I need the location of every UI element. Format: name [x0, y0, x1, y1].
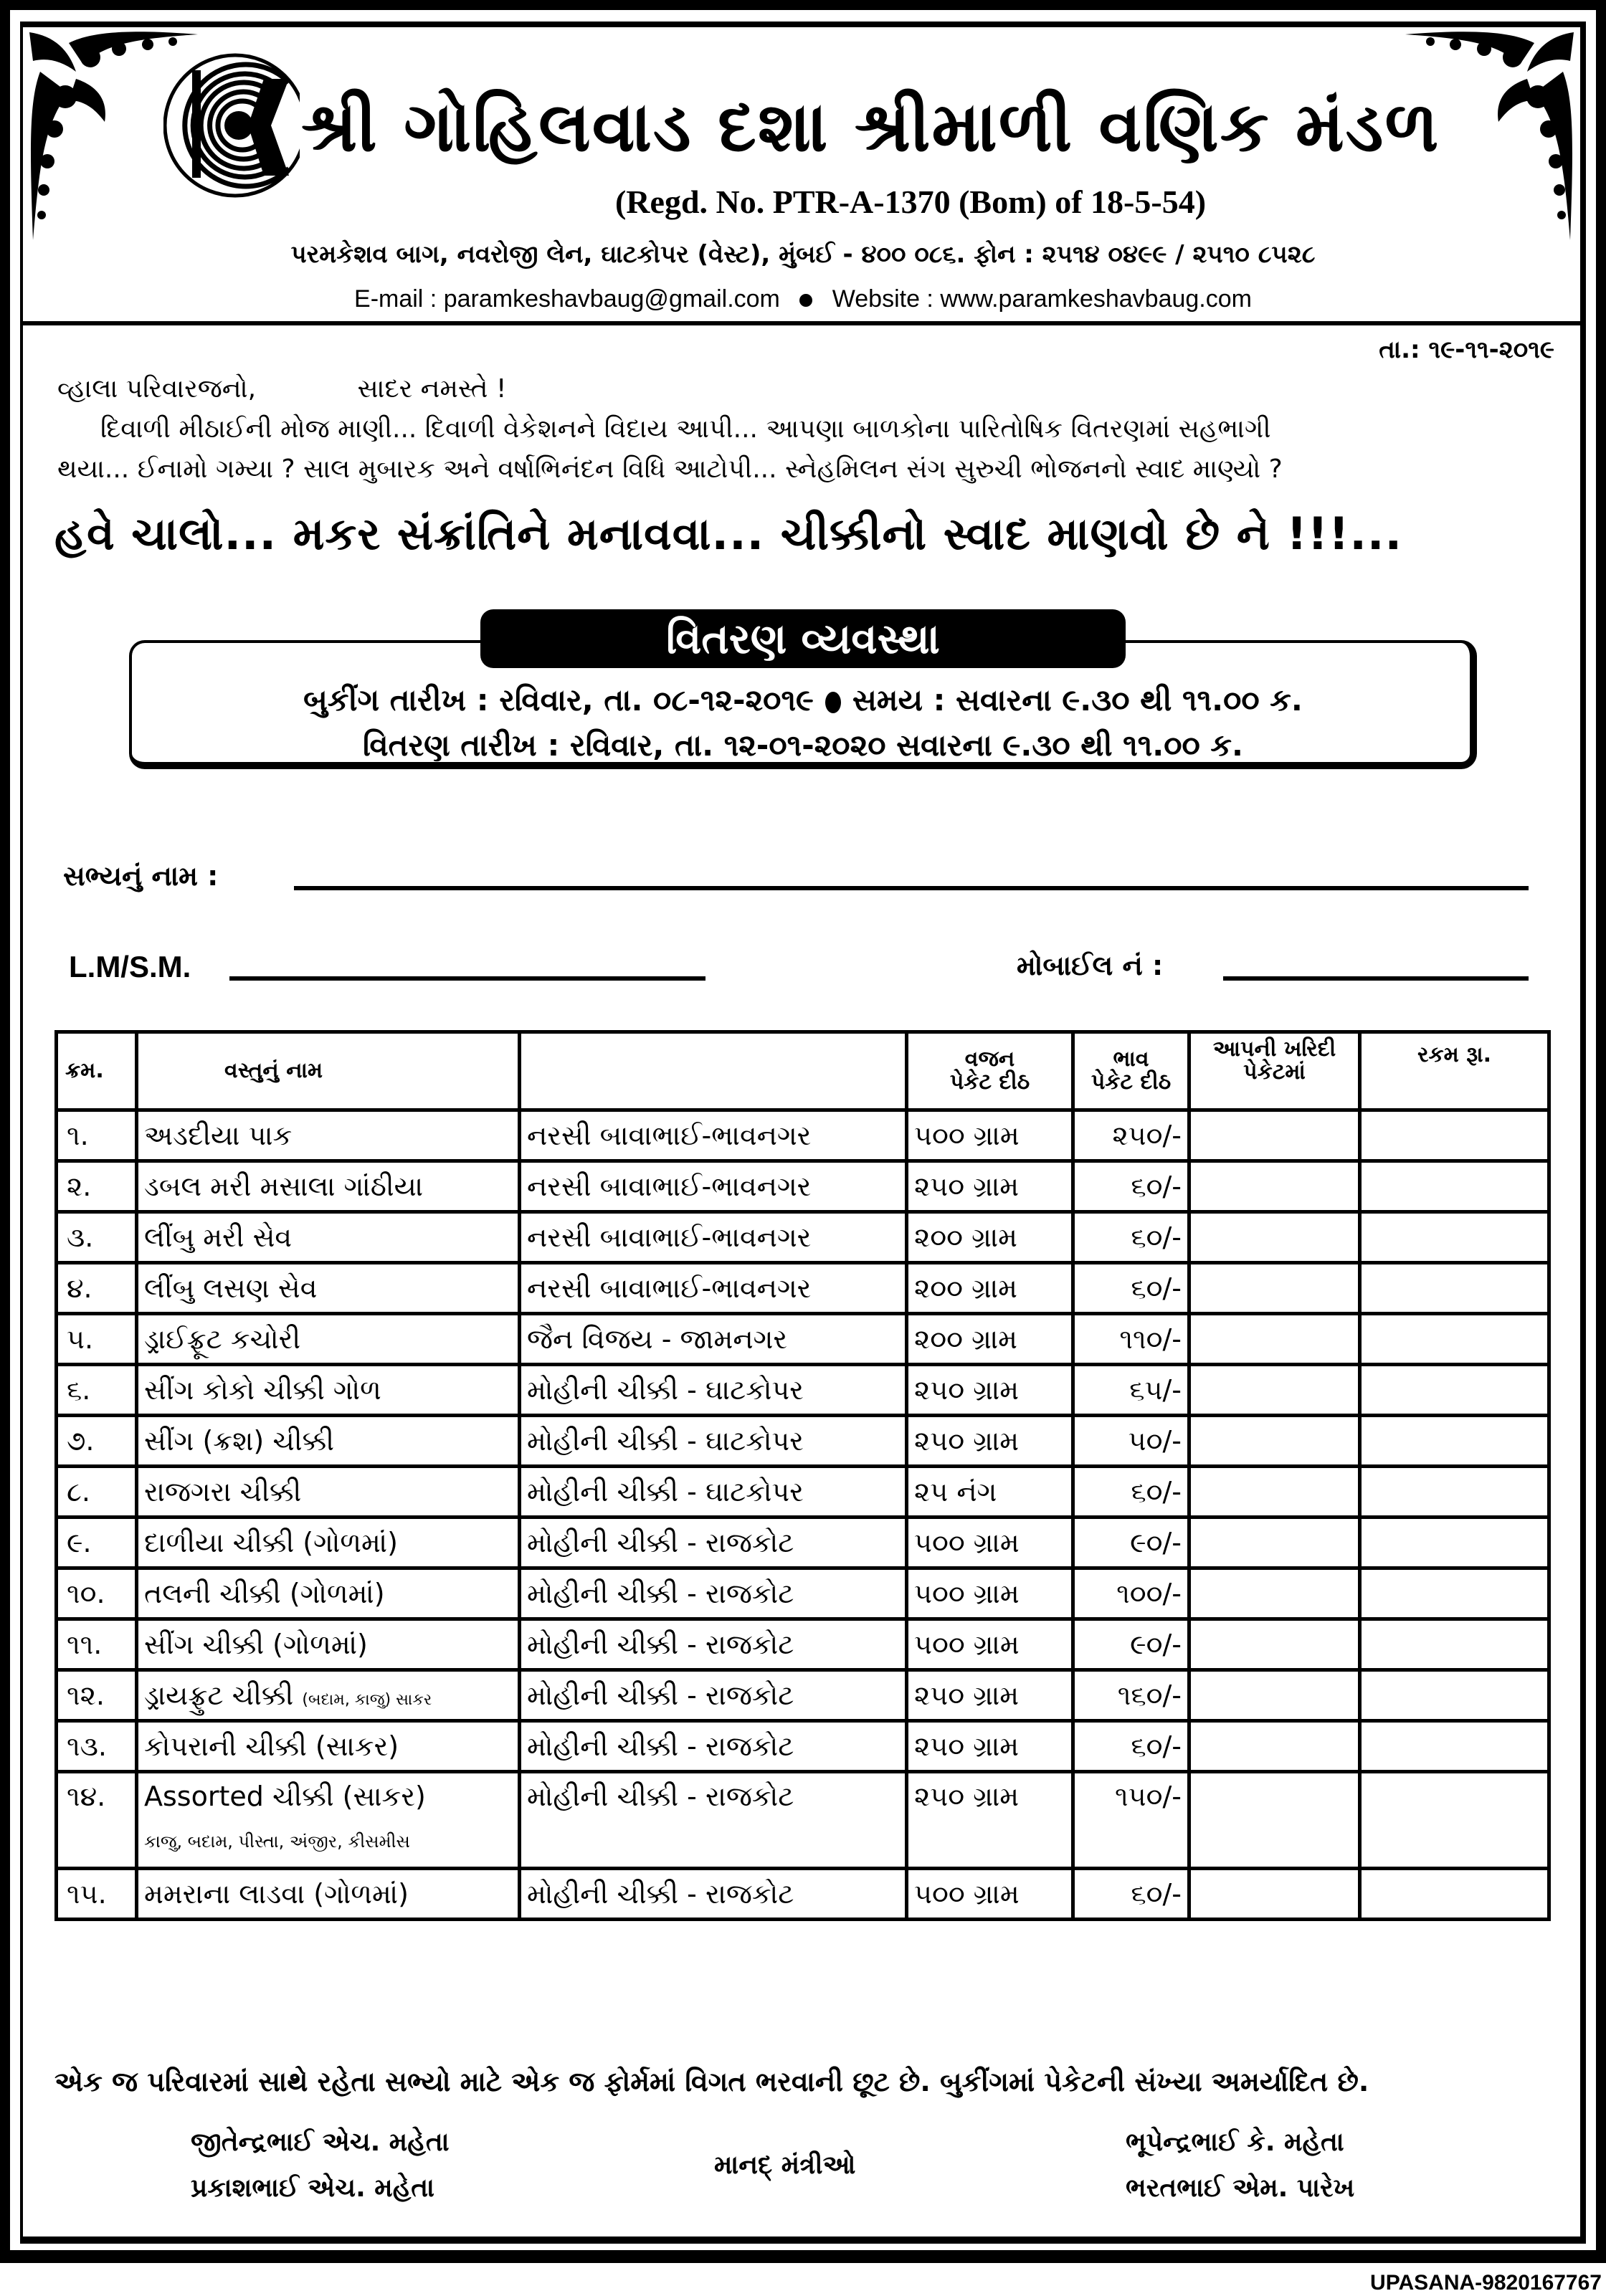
cell-sr: ૯.: [57, 1518, 137, 1568]
cell-item: [137, 1568, 520, 1619]
cell-weight: ૨૫૦ ગ્રામ: [907, 1772, 1073, 1869]
cell-weight: ૨૦૦ ગ્રામ: [907, 1314, 1073, 1365]
table-row: [57, 1212, 1549, 1263]
table-row: [57, 1416, 1549, 1467]
paragraph-line-1: દિવાળી મીઠાઈની મોજ માણી... દિવાળી વેકેશનને વિદાય આપી... આપણા બાળકોના પારિતોષિક વિતરણમાં સહભાગી: [100, 414, 1271, 444]
cell-sr: ૧.: [57, 1110, 137, 1161]
cell-amount-input[interactable]: [1360, 1467, 1549, 1518]
cell-supplier: મોહીની ચીક્કી - રાજકોટ: [520, 1619, 907, 1670]
cell-supplier: નરસી બાવાભાઈ-ભાવનગર: [520, 1161, 907, 1212]
header-price-line2: પેકેટ દીઠ: [1091, 1070, 1172, 1095]
cell-item: [137, 1772, 520, 1869]
letter-date: તા.: ૧૯-૧૧-૨૦૧૯: [1379, 335, 1554, 364]
cell-item: [137, 1212, 520, 1263]
header-supplier: [520, 1032, 907, 1110]
cell-item: [137, 1518, 520, 1568]
cell-price: ૬૦/-: [1073, 1467, 1189, 1518]
table-row: [57, 1568, 1549, 1619]
booking-time: સમય : સવારના ૯.૩૦ થી ૧૧.૦૦ ક.: [852, 682, 1303, 718]
table-row: [57, 1467, 1549, 1518]
cell-price: ૬૦/-: [1073, 1161, 1189, 1212]
table-row: [57, 1314, 1549, 1365]
item-name: મમરાના લાડવા (ગોળમાં): [144, 1877, 409, 1910]
cell-weight: ૨૦૦ ગ્રામ: [907, 1263, 1073, 1314]
cell-price: ૬૦/-: [1073, 1263, 1189, 1314]
cell-price: ૬૦/-: [1073, 1869, 1189, 1920]
cell-price: ૧૬૦/-: [1073, 1670, 1189, 1721]
cell-supplier: મોહીની ચીક્કી - ઘાટકોપર: [520, 1365, 907, 1416]
cell-quantity-input[interactable]: [1189, 1568, 1360, 1619]
cell-price: ૫૦/-: [1073, 1416, 1189, 1467]
distribution-title: વિતરણ વ્યવસ્થા: [480, 609, 1126, 668]
cell-price: ૧૧૦/-: [1073, 1314, 1189, 1365]
cell-quantity-input[interactable]: [1189, 1670, 1360, 1721]
item-name: રાજગરા ચીક્કી: [144, 1475, 302, 1507]
signatory-right-2: ભરતભાઈ એમ. પારેખ: [1126, 2173, 1355, 2203]
cell-amount-input[interactable]: [1360, 1721, 1549, 1772]
contact-line: [0, 285, 1606, 313]
organization-title: શ્રી ગોહિલવાડ દશા શ્રીમાળી વણિક મંડળ: [301, 86, 1440, 167]
cell-weight: ૨૫૦ ગ્રામ: [907, 1161, 1073, 1212]
cell-sr: ૧૩.: [57, 1721, 137, 1772]
lmsm-label: L.M/S.M.: [69, 950, 191, 983]
cell-quantity-input[interactable]: [1189, 1518, 1360, 1568]
cell-price: ૬૫/-: [1073, 1365, 1189, 1416]
cell-weight: ૫૦૦ ગ્રામ: [907, 1110, 1073, 1161]
cell-supplier: મોહીની ચીક્કી - ઘાટકોપર: [520, 1416, 907, 1467]
greeting: સાદર નમસ્તે !: [357, 374, 507, 404]
cell-amount-input[interactable]: [1360, 1212, 1549, 1263]
cell-amount-input[interactable]: [1360, 1161, 1549, 1212]
cell-weight: ૫૦૦ ગ્રામ: [907, 1518, 1073, 1568]
organization-address: પરમકેશવ બાગ, નવરોજી લેન, ઘાટકોપર (વેસ્ટ), મુંબઈ - ૪૦૦ ૦૮૬. ફોન : ૨૫૧૪ ૦૪૯૯ / ૨૫૧૦ ૮૫૨૮: [290, 240, 1316, 269]
cell-sr: ૫.: [57, 1314, 137, 1365]
cell-item: [137, 1161, 520, 1212]
cell-sr: ૭.: [57, 1416, 137, 1467]
honorary-secretaries-title: માનદ્ મંત્રીઓ: [714, 2150, 856, 2180]
table-row: [57, 1518, 1549, 1568]
signatory-left-1: જીતેન્દ્રભાઈ એચ. મહેતા: [191, 2128, 450, 2157]
cell-amount-input[interactable]: [1360, 1772, 1549, 1869]
cell-amount-input[interactable]: [1360, 1670, 1549, 1721]
cell-sr: ૩.: [57, 1212, 137, 1263]
table-header-row: [57, 1032, 1549, 1110]
footer-note: એક જ પરિવારમાં સાથે રહેતા સભ્યો માટે એક જ ફોર્મમાં વિગત ભરવાની છૂટ છે. બુકીંગમાં પેકેટની સંખ્યા અમર્યાદિત છે.: [54, 2066, 1369, 2097]
cell-weight: ૨૫૦ ગ્રામ: [907, 1416, 1073, 1467]
booking-line: [129, 682, 1477, 718]
organization-logo-icon: [163, 50, 300, 201]
header-weight-line1: વજન: [964, 1047, 1015, 1072]
cell-supplier: મોહીની ચીક્કી - રાજકોટ: [520, 1518, 907, 1568]
distribution-date: વિતરણ તારીખ : રવિવાર, તા. ૧૨-૦૧-૨૦૨૦ સવારના ૯.૩૦ થી ૧૧.૦૦ ક.: [362, 728, 1244, 763]
paragraph-line-2: થયા... ઈનામો ગમ્યા ? સાલ મુબારક અને વર્ષાભિનંદન વિધિ આટોપી... સ્નેહમિલન સંગ સુરુચી ભોજનનો સ્વાદ માણ્યો ?: [57, 454, 1283, 484]
cell-price: ૬૦/-: [1073, 1721, 1189, 1772]
registration-number: (Regd. No. PTR-A-1370 (Bom) of 18-5-54): [614, 184, 1207, 220]
cell-supplier: મોહીની ચીક્કી - રાજકોટ: [520, 1869, 907, 1920]
booking-date: બુકીંગ તારીખ : રવિવાર, તા. ૦૮-૧૨-૨૦૧૯: [303, 682, 814, 718]
item-name: અડદીયા પાક: [144, 1119, 293, 1151]
item-name: દાળીયા ચીક્કી (ગોળમાં): [144, 1526, 398, 1558]
cell-quantity-input[interactable]: [1189, 1110, 1360, 1161]
cell-amount-input[interactable]: [1360, 1568, 1549, 1619]
lmsm-field[interactable]: [229, 976, 705, 981]
header-price-line1: ભાવ: [1113, 1047, 1149, 1072]
cell-amount-input[interactable]: [1360, 1416, 1549, 1467]
cell-sr: ૧૨.: [57, 1670, 137, 1721]
cell-weight: ૫૦૦ ગ્રામ: [907, 1568, 1073, 1619]
printer-credit: UPASANA-9820167767: [1370, 2271, 1602, 2295]
cell-weight: ૨૫૦ ગ્રામ: [907, 1365, 1073, 1416]
cell-quantity-input[interactable]: [1189, 1212, 1360, 1263]
cell-quantity-input[interactable]: [1189, 1161, 1360, 1212]
cell-weight: ૨૫૦ ગ્રામ: [907, 1721, 1073, 1772]
headline: હવે ચાલો... મકર સંક્રાંતિને મનાવવા... ચીક્કીનો સ્વાદ માણવો છે ને !!!...: [54, 508, 1403, 560]
item-name: ડ્રાઈફ્રૂટ કચોરી: [144, 1323, 301, 1355]
cell-quantity-input[interactable]: [1189, 1263, 1360, 1314]
table-row: [57, 1263, 1549, 1314]
cell-price: ૬૦/-: [1073, 1212, 1189, 1263]
table-row: [57, 1869, 1549, 1920]
cell-quantity-input[interactable]: [1189, 1314, 1360, 1365]
cell-amount-input[interactable]: [1360, 1263, 1549, 1314]
header-weight-line2: પેકેટ દીઠ: [949, 1070, 1030, 1095]
cell-sr: ૧૫.: [57, 1869, 137, 1920]
cell-supplier: નરસી બાવાભાઈ-ભાવનગર: [520, 1263, 907, 1314]
signatory-right-1: ભૂપેન્દ્રભાઈ કે. મહેતા: [1126, 2128, 1344, 2157]
cell-amount-input[interactable]: [1360, 1518, 1549, 1568]
cell-item: [137, 1110, 520, 1161]
cell-quantity-input[interactable]: [1189, 1467, 1360, 1518]
cell-weight: ૨૫૦ ગ્રામ: [907, 1670, 1073, 1721]
cell-amount-input[interactable]: [1360, 1314, 1549, 1365]
cell-sr: ૧૦.: [57, 1568, 137, 1619]
item-name: Assorted ચીક્કી (સાકર): [144, 1781, 426, 1812]
header-price: [1073, 1032, 1189, 1110]
salutation: વ્હાલા પરિવારજનો,: [57, 374, 257, 404]
greeting-line: [57, 374, 506, 404]
header-amount: રકમ રૂા.: [1360, 1032, 1549, 1110]
cell-sr: ૪.: [57, 1263, 137, 1314]
cell-item: [137, 1721, 520, 1772]
header-divider: [23, 321, 1580, 325]
bullet-icon: [825, 692, 841, 713]
cell-sr: ૧૪.: [57, 1772, 137, 1869]
cell-price: ૧૦૦/-: [1073, 1568, 1189, 1619]
cell-weight: ૨૦૦ ગ્રામ: [907, 1212, 1073, 1263]
header-item: વસ્તુનું નામ: [137, 1032, 520, 1110]
cell-supplier: મોહીની ચીક્કી - રાજકોટ: [520, 1568, 907, 1619]
cell-price: ૧૫૦/-: [1073, 1772, 1189, 1869]
cell-price: ૯૦/-: [1073, 1518, 1189, 1568]
item-name: તલની ચીક્કી (ગોળમાં): [144, 1577, 385, 1609]
item-name: સીંગ (ક્રશ) ચીક્કી: [144, 1424, 334, 1457]
cell-supplier: મોહીની ચીક્કી - રાજકોટ: [520, 1670, 907, 1721]
items-table: [54, 1030, 1551, 1921]
cell-amount-input[interactable]: [1360, 1619, 1549, 1670]
table-row: [57, 1619, 1549, 1670]
item-name: ડબલ મરી મસાલા ગાંઠીયા: [144, 1170, 424, 1202]
header-sr: ક્રમ.: [57, 1032, 137, 1110]
cell-item: [137, 1670, 520, 1721]
cell-item: [137, 1314, 520, 1365]
item-sub-note: કાજુ, બદામ, પીસ્તા, અંજીર, કીસમીસ: [144, 1831, 410, 1852]
item-note: (બદામ, કાજુ) સાકર: [302, 1690, 432, 1709]
cell-item: [137, 1869, 520, 1920]
cell-amount-input[interactable]: [1360, 1365, 1549, 1416]
cell-amount-input[interactable]: [1360, 1869, 1549, 1920]
member-name-field[interactable]: [294, 886, 1529, 890]
item-name: ડ્રાયફ્રુટ ચીક્કી: [144, 1679, 294, 1711]
table-row: [57, 1772, 1549, 1869]
cell-item: [137, 1619, 520, 1670]
header-weight: [907, 1032, 1073, 1110]
cell-quantity-input[interactable]: [1189, 1619, 1360, 1670]
header-qty-line1: આપની ખરિદી: [1212, 1037, 1336, 1062]
item-name: લીંબુ મરી સેવ: [144, 1221, 293, 1253]
cell-sr: ૬.: [57, 1365, 137, 1416]
cell-item: [137, 1467, 520, 1518]
cell-quantity-input[interactable]: [1189, 1869, 1360, 1920]
item-name: કોપરાની ચીક્કી (સાકર): [144, 1730, 399, 1762]
member-name-label: સભ્યનું નામ :: [63, 860, 219, 892]
cell-sr: ૮.: [57, 1467, 137, 1518]
website-text: Website : www.paramkeshavbaug.com: [832, 285, 1252, 313]
cell-supplier: નરસી બાવાભાઈ-ભાવનગર: [520, 1110, 907, 1161]
item-name: સીંગ કોકો ચીક્કી ગોળ: [144, 1373, 381, 1406]
cell-amount-input[interactable]: [1360, 1110, 1549, 1161]
item-name: સીંગ ચીક્કી (ગોળમાં): [144, 1628, 368, 1660]
header-qty-line2: પેકેટમાં: [1243, 1059, 1306, 1085]
cell-sr: ૧૧.: [57, 1619, 137, 1670]
cell-item: [137, 1263, 520, 1314]
cell-supplier: જૈન વિજય - જામનગર: [520, 1314, 907, 1365]
cell-quantity-input[interactable]: [1189, 1772, 1360, 1869]
table-row: [57, 1721, 1549, 1772]
item-name: લીંબુ લસણ સેવ: [144, 1272, 318, 1304]
cell-supplier: નરસી બાવાભાઈ-ભાવનગર: [520, 1212, 907, 1263]
cell-quantity-input[interactable]: [1189, 1721, 1360, 1772]
cell-item: [137, 1416, 520, 1467]
cell-item: [137, 1365, 520, 1416]
table-row: [57, 1670, 1549, 1721]
cell-price: ૯૦/-: [1073, 1619, 1189, 1670]
header-quantity: [1189, 1032, 1360, 1110]
cell-quantity-input[interactable]: [1189, 1416, 1360, 1467]
table-row: [57, 1365, 1549, 1416]
cell-supplier: મોહીની ચીક્કી - રાજકોટ: [520, 1772, 907, 1869]
cell-weight: ૫૦૦ ગ્રામ: [907, 1619, 1073, 1670]
cell-sr: ૨.: [57, 1161, 137, 1212]
mobile-label: મોબાઈલ નં :: [1017, 950, 1164, 981]
cell-supplier: મોહીની ચીક્કી - રાજકોટ: [520, 1721, 907, 1772]
cell-price: ૨૫૦/-: [1073, 1110, 1189, 1161]
email-text: E-mail : paramkeshavbaug@gmail.com: [354, 285, 780, 313]
cell-weight: ૫૦૦ ગ્રામ: [907, 1869, 1073, 1920]
table-row: [57, 1110, 1549, 1161]
cell-quantity-input[interactable]: [1189, 1365, 1360, 1416]
bullet-icon: [799, 294, 812, 307]
signatory-left-2: પ્રકાશભાઈ એચ. મહેતા: [191, 2173, 434, 2203]
cell-weight: ૨૫ નંગ: [907, 1467, 1073, 1518]
mobile-field[interactable]: [1223, 976, 1529, 981]
table-row: [57, 1161, 1549, 1212]
cell-supplier: મોહીની ચીક્કી - ઘાટકોપર: [520, 1467, 907, 1518]
